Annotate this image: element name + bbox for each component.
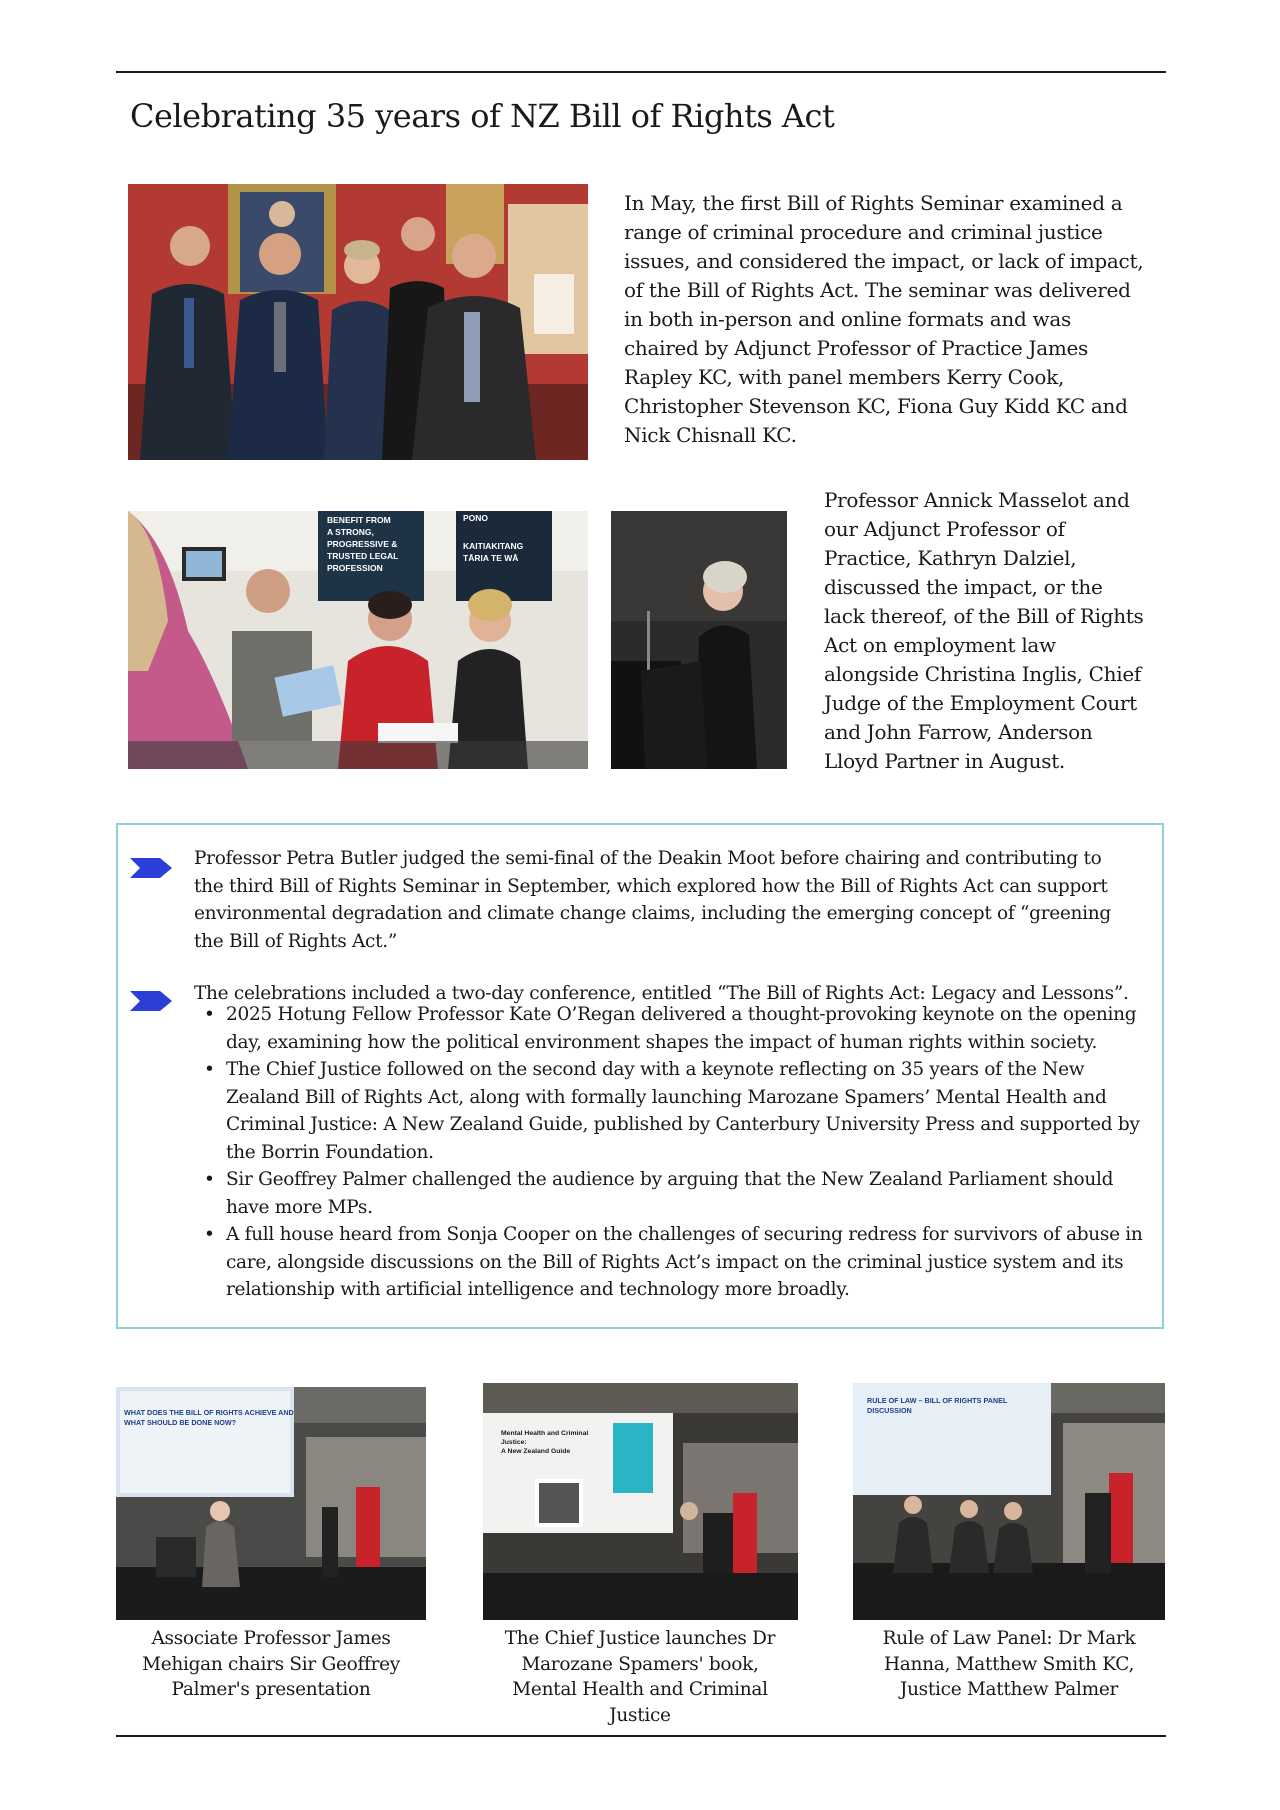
- screen-line-2: Justice:: [501, 1439, 527, 1446]
- poster-right-top: PONO: [463, 513, 489, 523]
- highlights-box: [116, 823, 1164, 1329]
- poster-left-line-3: PROGRESSIVE &: [327, 539, 398, 549]
- bullet-item: • A full house heard from Sonja Cooper on the challenges of securing redress for survivors of abuse in care, alongside discussions on the Bill of Rights Act’s impact on the criminal justice system and its relationship with artificial intelligence and technology more broadly.: [194, 1221, 1144, 1304]
- screen-line-2: DISCUSSION: [867, 1406, 912, 1415]
- chevron-arrow-icon: [130, 991, 172, 1011]
- poster-left-line-4: TRUSTED LEGAL: [327, 551, 399, 561]
- chevron-arrow-icon: [130, 858, 172, 878]
- poster-left-line-1: BENEFIT FROM: [327, 515, 391, 525]
- poster-right-line-1: KAITIAKITANG: [463, 541, 524, 551]
- employment-text: Professor Annick Masselot and our Adjunct Professor of Practice, Kathryn Dalziel, discussed the impact, or the lack thereof, of the Bill of Rights Act on employment law alongside Christina Inglis, Chief Judge of the Employment Court and John Farrow, Anderson Lloyd Partner in August.: [824, 488, 1144, 773]
- page-title: Celebrating 35 years of NZ Bill of Rights Act: [130, 97, 835, 135]
- conference-bullets: [194, 1001, 1144, 1304]
- speaker-photo: [611, 511, 787, 769]
- bullet-item: • Sir Geoffrey Palmer challenged the audience by arguing that the New Zealand Parliament should have more MPs.: [194, 1166, 1144, 1221]
- top-rule: [116, 71, 1166, 73]
- photo-book-launch: [483, 1383, 798, 1620]
- bullet-item: • The Chief Justice followed on the second day with a keynote reflecting on 35 years of the New Zealand Bill of Rights Act, along with formally launching Marozane Spamers’ Mental Health and Criminal Justice: A New Zealand Guide, published by Canterbury University Press and supported by the Borrin Foundation.: [194, 1056, 1144, 1166]
- poster-left-line-2: A STRONG,: [327, 527, 374, 537]
- caption-book-launch: The Chief Justice launches Dr Marozane Spamers' book, Mental Health and Criminal Justice: [504, 1628, 776, 1726]
- screen-line-2: WHAT SHOULD BE DONE NOW?: [124, 1418, 237, 1427]
- highlight-item-2: The celebrations included a two-day conference, entitled “The Bill of Rights Act: Legacy and Lessons”.: [194, 983, 1129, 1004]
- screen-line-1: WHAT DOES THE BILL OF RIGHTS ACHIEVE AND: [124, 1408, 294, 1417]
- group-photo: [128, 184, 588, 460]
- bullet-item: • 2025 Hotung Fellow Professor Kate O’Regan delivered a thought-provoking keynote on the opening day, examining how the political environment shapes the impact of human rights within society.: [194, 1001, 1144, 1056]
- photo-rule-of-law: [853, 1383, 1165, 1620]
- caption-rule-of-law: Rule of Law Panel: Dr Mark Hanna, Matthew Smith KC, Justice Matthew Palmer: [882, 1628, 1136, 1700]
- bottom-rule: [116, 1735, 1166, 1737]
- poster-left-line-5: PROFESSION: [327, 563, 383, 573]
- photo-mehigan: [116, 1387, 426, 1620]
- panel-photo: [128, 511, 588, 769]
- screen-line-3: A New Zealand Guide: [501, 1448, 571, 1455]
- caption-mehigan: Associate Professor James Mehigan chairs Sir Geoffrey Palmer's presentation: [142, 1628, 400, 1700]
- poster-right-line-2: TĀRIA TE WĀ: [463, 553, 519, 563]
- screen-line-1: Mental Health and Criminal: [501, 1430, 589, 1437]
- highlight-item-1: Professor Petra Butler judged the semi-final of the Deakin Moot before chairing and contributing to the third Bill of Rights Seminar in September, which explored how the Bill of Rights Act can support environmental degradation and climate change claims, including the emerging concept of “greening the Bill of Rights Act.”: [194, 848, 1111, 952]
- screen-line-1: RULE OF LAW – BILL OF RIGHTS PANEL: [867, 1396, 1008, 1405]
- seminar-text: In May, the first Bill of Rights Seminar examined a range of criminal procedure and criminal justice issues, and considered the impact, or lack of impact, of the Bill of Rights Act. The seminar was delivered in both in-person and online formats and was chaired by Adjunct Professor of Practice James Rapley KC, with panel members Kerry Cook, Christopher Stevenson KC, Fiona Guy Kidd KC and Nick Chisnall KC.: [624, 191, 1144, 447]
